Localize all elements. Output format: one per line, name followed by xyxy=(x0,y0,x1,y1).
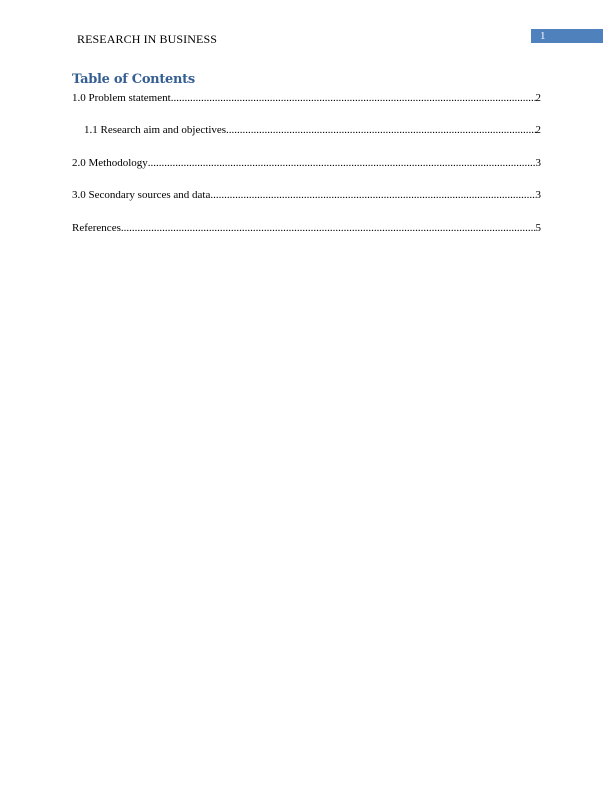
running-header-title: RESEARCH IN BUSINESS xyxy=(77,32,218,46)
toc-entry-label: 2.0 Methodology xyxy=(72,157,148,169)
toc-entry-page: 5 xyxy=(535,222,541,234)
toc-entry-methodology[interactable] xyxy=(72,156,541,170)
toc-entry-secondary-sources[interactable] xyxy=(72,188,541,202)
toc-entry-page: 3 xyxy=(535,157,541,169)
toc-dot-leader xyxy=(171,91,536,105)
toc-entry-references[interactable] xyxy=(72,221,541,235)
toc-entry-research-aim[interactable] xyxy=(84,123,541,137)
toc-heading: Table of Contents xyxy=(72,72,195,87)
toc-dot-leader xyxy=(121,221,536,235)
toc-entry-page: 2 xyxy=(535,124,541,136)
toc-entry-label: 3.0 Secondary sources and data xyxy=(72,189,211,201)
toc-dot-leader xyxy=(210,188,535,202)
page-number: 1 xyxy=(540,30,546,42)
toc-dot-leader xyxy=(226,123,535,137)
toc-dot-leader xyxy=(148,156,536,170)
toc-entry-label: 1.1 Research aim and objectives xyxy=(84,124,227,136)
toc-entry-page: 3 xyxy=(535,189,541,201)
page-number-badge xyxy=(531,29,603,43)
toc-entry-label: References xyxy=(72,222,121,234)
toc-entry-page: 2 xyxy=(535,92,541,104)
toc-entry-label: 1.0 Problem statement xyxy=(72,92,171,104)
toc-entry-problem-statement[interactable] xyxy=(72,91,541,105)
